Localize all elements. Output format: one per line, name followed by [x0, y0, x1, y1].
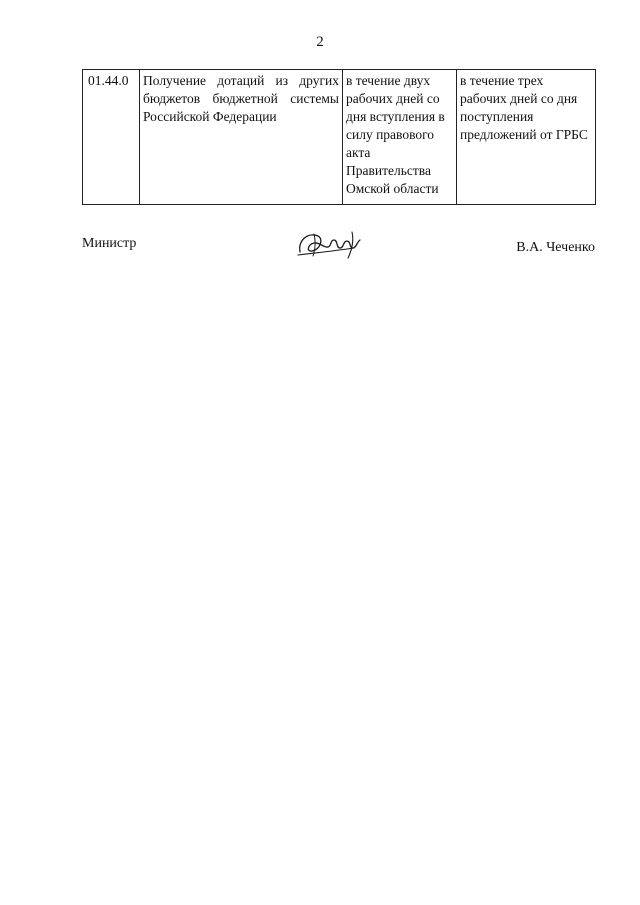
row-description: Получение дотаций из других бюджетов бюджетной системы Российской Федерации [143, 73, 339, 124]
signatory-name: В.А. Чеченко [516, 240, 595, 255]
document-table [82, 69, 596, 205]
signature-block [82, 226, 595, 266]
row-term-2: в течение трех рабочих дней со дня поступления предложений от ГРБС [460, 73, 588, 142]
row-code: 01.44.0 [88, 73, 129, 88]
row-description-cell [140, 70, 343, 205]
table-row [83, 70, 596, 205]
row-term-2-cell [457, 70, 596, 205]
signatory-role: Министр [82, 236, 137, 251]
page-number: 2 [316, 34, 324, 50]
handwritten-signature-icon [294, 226, 366, 260]
row-term-1: в течение двух рабочих дней со дня вступления в силу правового акта Правительства Омской области [346, 73, 445, 196]
row-code-cell [83, 70, 140, 205]
row-term-1-cell [343, 70, 457, 205]
